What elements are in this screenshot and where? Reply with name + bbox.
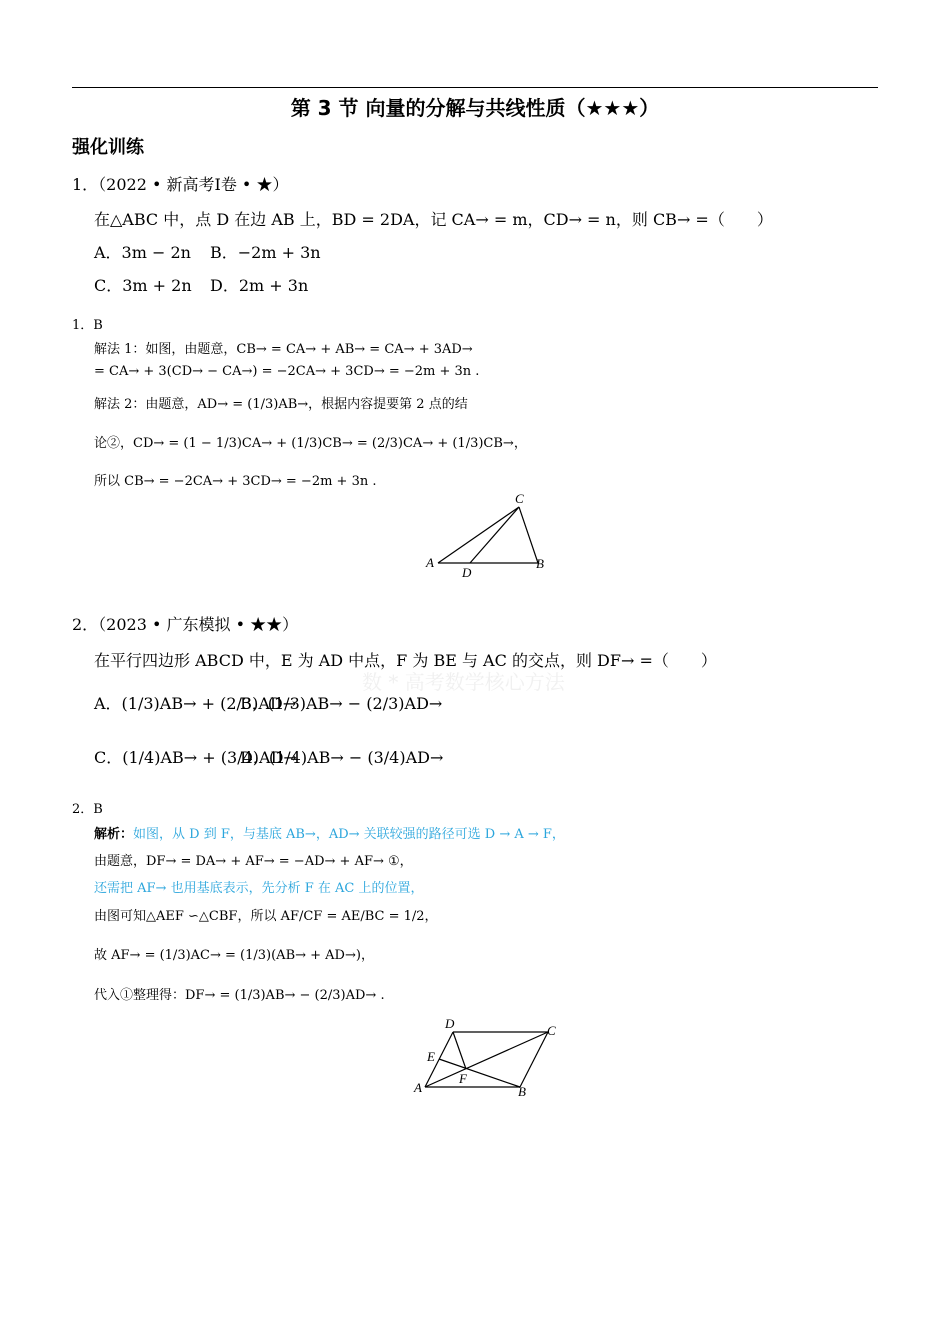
segment-bc — [520, 1032, 548, 1087]
question-2-header: 2．（2023 • 广东模拟 • ★★） — [72, 615, 299, 634]
segment-ac — [438, 507, 519, 563]
label-c: C — [515, 491, 524, 506]
segment-df — [453, 1032, 466, 1069]
answer-1-line-3: 解法 2：由题意，AD→ = (1/3)AB→，根据内容提要第 2 点的结 — [94, 397, 468, 412]
analysis-label: 解析： — [94, 827, 134, 842]
analysis-hint: 如图，从 D 到 F，与基底 AB→，AD→ 关联较强的路径可选 D → A → F， — [133, 827, 565, 842]
answer-1-line-1: 解法 1：如图，由题意，CB→ = CA→ + AB→ = CA→ + 3AD→ — [94, 342, 473, 357]
label-b: B — [536, 556, 544, 571]
answer-1-line-5: 所以 CB→ = −2CA→ + 3CD→ = −2m + 3n . — [94, 474, 377, 489]
parallelogram-figure — [405, 1012, 565, 1100]
question-2-option-a: A．(1/3)AB→ + (2/3)AD→ — [94, 694, 297, 713]
answer-1-line-2: = CA→ + 3(CD→ − CA→) = −2CA→ + 3CD→ = −2m + 3n . — [94, 364, 480, 379]
answer-2-line-5: 故 AF→ = (1/3)AC→ = (1/3)(AB→ + AD→)， — [94, 948, 374, 963]
header-rule — [72, 87, 878, 88]
watermark: 数 * 高考数学核心方法 — [362, 670, 565, 694]
answer-2-line-6: 代入①整理得：DF→ = (1/3)AB→ − (2/3)AD→ . — [94, 988, 385, 1003]
answer-2-header: 2．B — [72, 802, 103, 817]
question-2-option-b: B．(1/3)AB→ − (2/3)AD→ — [240, 694, 443, 713]
label-b: B — [518, 1084, 526, 1099]
question-1-stem: 在△ABC 中，点 D 在边 AB 上，BD = 2DA，记 CA→ = m，CD→ = n，则 CB→ =（ ） — [94, 210, 773, 229]
question-1-option-a: A．3m − 2n — [94, 243, 191, 262]
label-a: A — [426, 555, 434, 570]
question-1-option-d: D．2m + 3n — [210, 276, 309, 295]
answer-2-line-4: 由图可知△AEF ∽△CBF，所以 AF/CF = AE/BC = 1/2， — [94, 909, 438, 924]
answer-1-line-4: 论②，CD→ = (1 − 1/3)CA→ + (1/3)CB→ = (2/3)CA→ + (1/3)CB→， — [94, 436, 527, 451]
question-1-header: 1．（2022 • 新高考Ⅰ卷 • ★） — [72, 175, 289, 194]
question-2-stem: 在平行四边形 ABCD 中，E 为 AD 中点，F 为 BE 与 AC 的交点，则 DF→ =（ ） — [94, 651, 717, 670]
label-d: D — [462, 565, 472, 578]
triangle-figure — [420, 488, 550, 578]
answer-2-line-3: 还需把 AF→ 也用基底表示，先分析 F 在 AC 上的位置， — [94, 881, 424, 896]
label-d: D — [445, 1016, 455, 1031]
label-f: F — [459, 1071, 467, 1086]
answer-2-line-1 — [94, 823, 565, 842]
question-2-option-d: D．(1/4)AB→ − (3/4)AD→ — [240, 748, 444, 767]
answer-2-line-2: 由题意，DF→ = DA→ + AF→ = −AD→ + AF→ ①， — [94, 854, 413, 869]
question-2-option-c: C．(1/4)AB→ + (3/4)AD→ — [94, 748, 297, 767]
section-heading: 强化训练 — [72, 137, 144, 158]
question-1-option-b: B．−2m + 3n — [210, 243, 321, 262]
label-a: A — [414, 1080, 422, 1095]
answer-1-header: 1．B — [72, 318, 103, 333]
segment-cd — [470, 507, 519, 563]
label-e: E — [427, 1049, 435, 1064]
diagonal-ac — [425, 1032, 548, 1087]
label-c: C — [547, 1023, 556, 1038]
question-1-option-c: C．3m + 2n — [94, 276, 192, 295]
page-title: 第 3 节 向量的分解与共线性质（★★★） — [290, 96, 660, 120]
segment-cb — [519, 507, 538, 563]
